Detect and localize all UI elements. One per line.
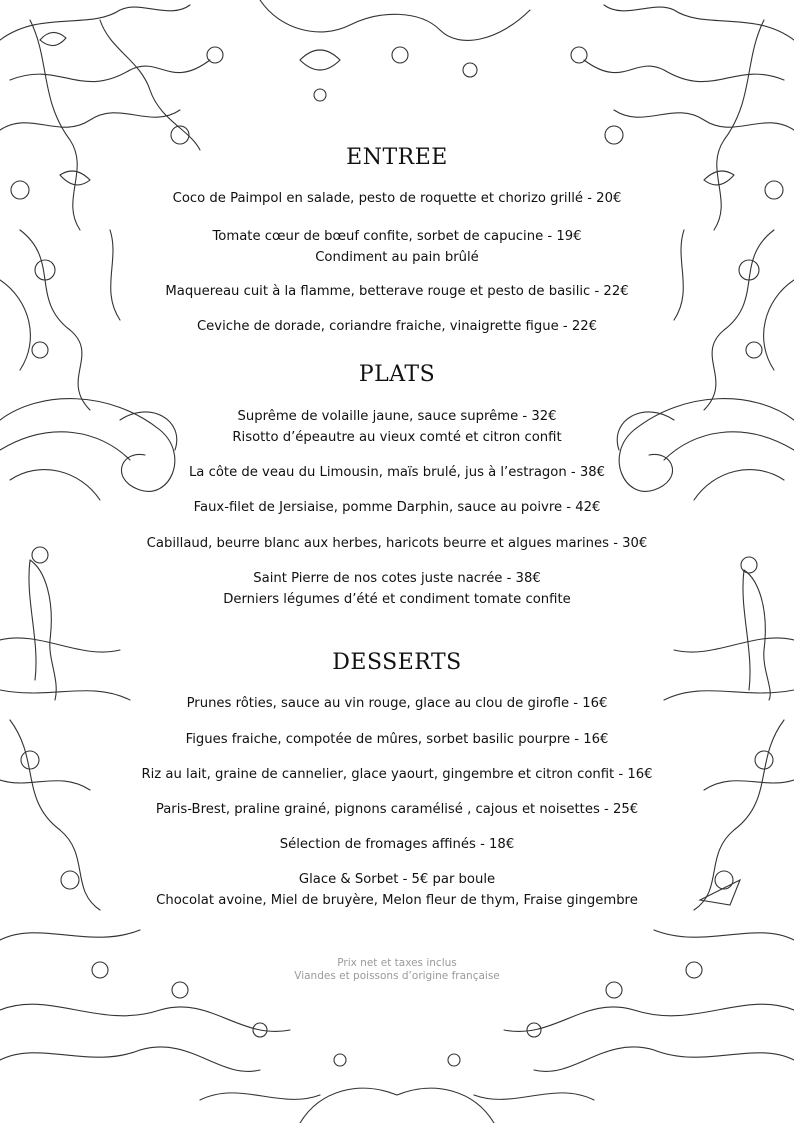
menu-item	[0, 462, 794, 483]
menu-item-text: Cabillaud, beurre blanc aux herbes, haricots beurre et algues marines - 30€	[146, 536, 648, 551]
menu-item	[0, 316, 794, 337]
menu-item	[0, 281, 794, 302]
menu-item-subtext: Chocolat avoine, Miel de bruyère, Melon fleur de thym, Fraise gingembre	[156, 893, 638, 908]
menu-item	[0, 693, 794, 714]
menu-item-text: Maquereau cuit à la flamme, betterave rouge et pesto de basilic - 22€	[165, 284, 629, 299]
section-title: ENTREE	[346, 145, 448, 170]
footer-note	[0, 957, 794, 983]
menu-item-text: Suprême de volaille jaune, sauce suprême - 32€	[237, 409, 557, 424]
menu-item	[0, 568, 794, 610]
menu-item-text: La côte de veau du Limousin, maïs brulé, jus à l’estragon - 38€	[188, 465, 606, 480]
menu-item	[0, 226, 794, 268]
menu-item-text: Glace & Sorbet - 5€ par boule	[298, 872, 496, 887]
section-title: PLATS	[358, 362, 436, 387]
menu-item-subtext: Risotto d’épeautre au vieux comté et citron confit	[232, 430, 562, 445]
menu-item-text: Coco de Paimpol en salade, pesto de roquette et chorizo grillé - 20€	[172, 191, 622, 206]
menu-item-subtext: Condiment au pain brûlé	[315, 250, 479, 265]
menu-item	[0, 533, 794, 554]
menu-item	[0, 729, 794, 750]
footer-line-2: Viandes et poissons d’origine française	[294, 970, 500, 982]
menu-item-text: Prunes rôties, sauce au vin rouge, glace au clou de girofle - 16€	[186, 696, 608, 711]
menu-item-subtext: Derniers légumes d’été et condiment tomate confite	[223, 592, 571, 607]
menu-item	[0, 869, 794, 911]
menu-item	[0, 497, 794, 518]
footer-line-1: Prix net et taxes inclus	[337, 957, 457, 969]
menu-item	[0, 834, 794, 855]
menu-item	[0, 406, 794, 448]
menu-item-text: Saint Pierre de nos cotes juste nacrée - 38€	[253, 571, 541, 586]
section-title: DESSERTS	[332, 650, 462, 675]
menu-item	[0, 764, 794, 785]
menu-item-text: Faux-filet de Jersiaise, pomme Darphin, sauce au poivre - 42€	[193, 500, 601, 515]
menu-item	[0, 799, 794, 820]
menu-item-text: Tomate cœur de bœuf confite, sorbet de capucine - 19€	[212, 229, 582, 244]
menu-item	[0, 188, 794, 209]
menu-item-text: Figues fraiche, compotée de mûres, sorbet basilic pourpre - 16€	[185, 732, 609, 747]
menu-item-text: Paris-Brest, praline grainé, pignons caramélisé , cajous et noisettes - 25€	[155, 802, 639, 817]
menu-item-text: Sélection de fromages affinés - 18€	[279, 837, 515, 852]
menu-item-text: Riz au lait, graine de cannelier, glace yaourt, gingembre et citron confit - 16€	[141, 767, 653, 782]
menu-item-text: Ceviche de dorade, coriandre fraiche, vinaigrette figue - 22€	[196, 319, 598, 334]
